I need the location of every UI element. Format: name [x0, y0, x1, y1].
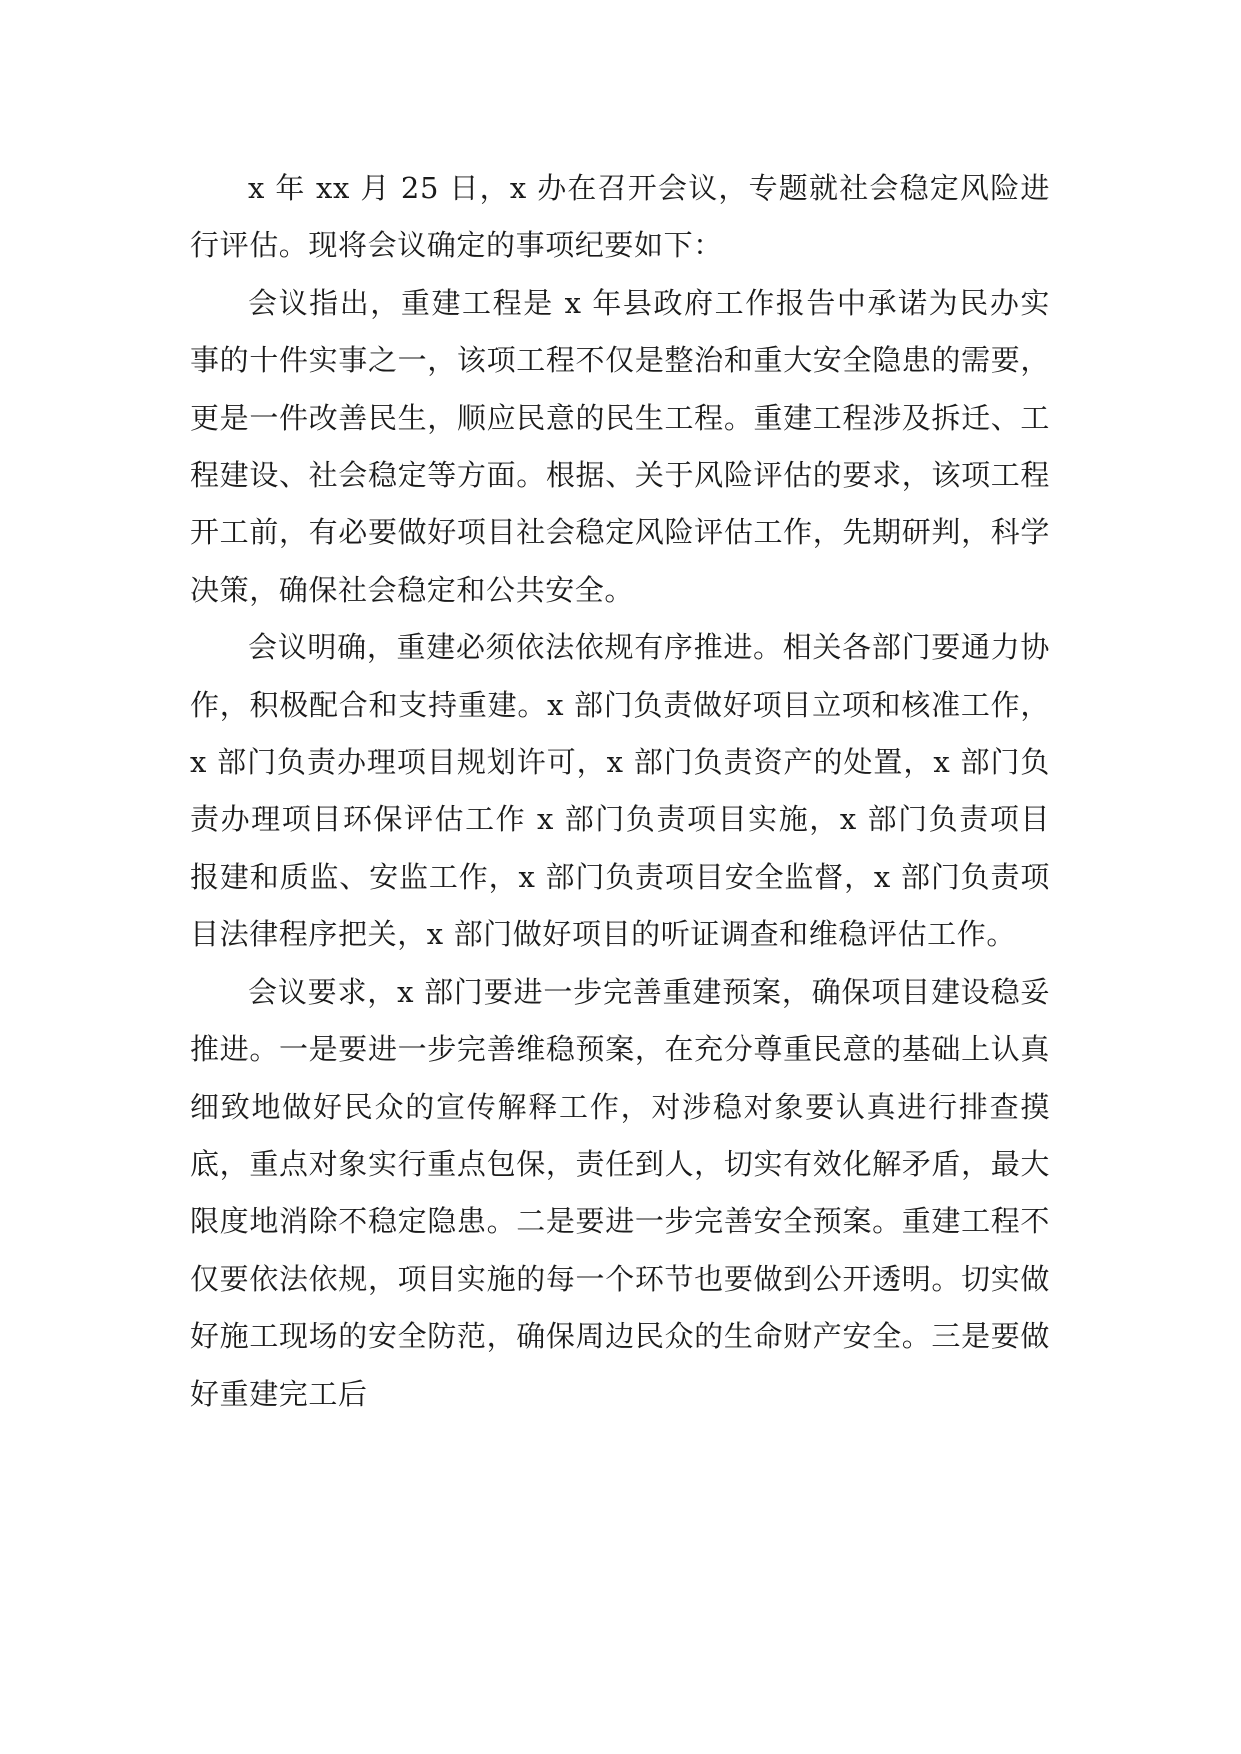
paragraph-meeting-requirements: 会议要求，x 部门要进一步完善重建预案，确保项目建设稳妥推进。一是要进一步完善维稳预案，在充分尊重民意的基础上认真细致地做好民众的宣传解释工作，对涉稳对象要认真进行排查摸底，重点对象实行重点包保，责任到人，切实有效化解矛盾，最大限度地消除不稳定隐患。二是要进一步完善安全预案。重建工程不仅要依法依规，项目实施的每一个环节也要做到公开透明。切实做好施工现场的安全防范，确保周边民众的生命财产安全。三是要做好重建完工后 — [190, 974, 1050, 1411]
paragraph-meeting-intro: x 年 xx 月 25 日，x 办在召开会议，专题就社会稳定风险进行评估。现将会议确定的事项纪要如下： — [190, 171, 1050, 263]
paragraph-meeting-clarified: 会议明确，重建必须依法依规有序推进。相关各部门要通力协作，积极配合和支持重建。x 部门负责做好项目立项和核准工作，x 部门负责办理项目规划许可，x 部门负责资产的处置，x 部门负责办理项目环保评估工作 x 部门负责项目实施，x 部门负责项目报建和质监、安监工作，x 部门负责项目安全监督，x 部门负责项目法律程序把关，x 部门做好项目的听证调查和维稳评估工作。 — [190, 630, 1050, 952]
paragraph-meeting-pointed-out: 会议指出，重建工程是 x 年县政府工作报告中承诺为民办实事的十件实事之一，该项工程不仅是整治和重大安全隐患的需要，更是一件改善民生，顺应民意的民生工程。重建工程涉及拆迁、工程建设、社会稳定等方面。根据、关于风险评估的要求，该项工程开工前，有必要做好项目社会稳定风险评估工作，先期研判，科学决策，确保社会稳定和公共安全。 — [190, 285, 1050, 607]
document-body — [190, 160, 1050, 1423]
